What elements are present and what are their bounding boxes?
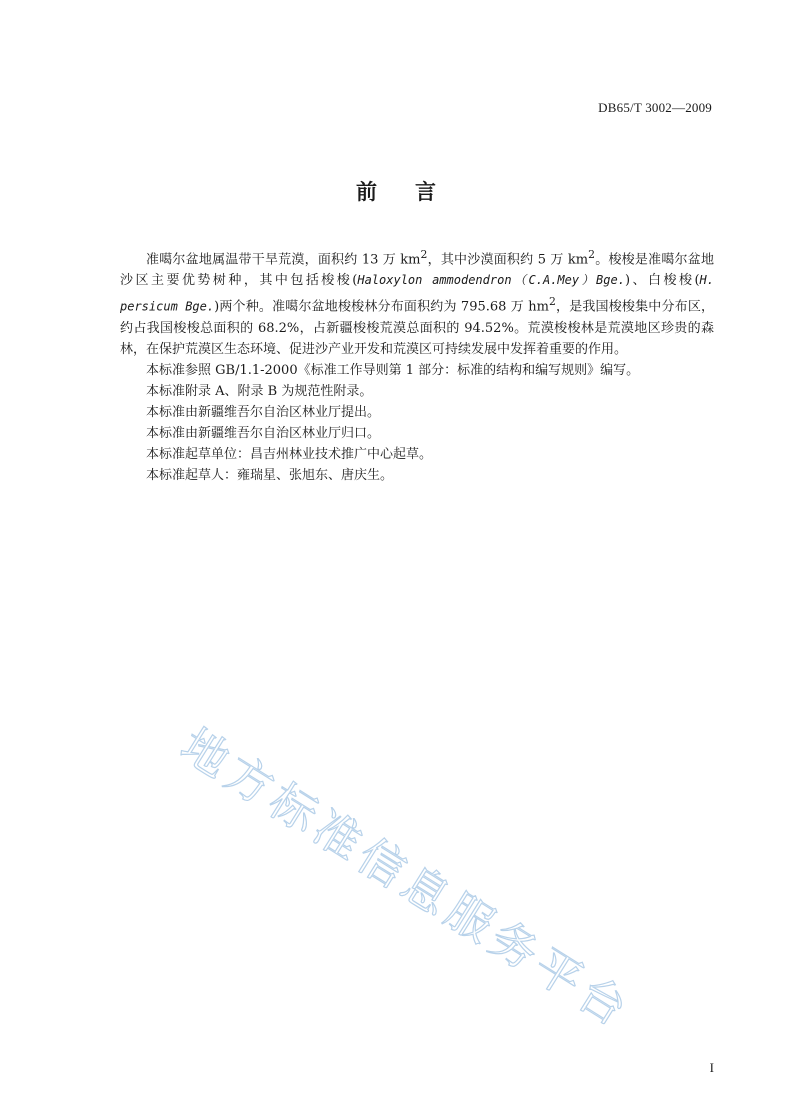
latin-name: Haloxylon ammodendron（C.A.Mey）Bge. bbox=[357, 273, 625, 288]
paragraph-proposer: 本标准由新疆维吾尔自治区林业厅提出。 bbox=[146, 404, 381, 420]
paragraph-appendix: 本标准附录 A、附录 B 为规范性附录。 bbox=[146, 383, 373, 399]
text-segment: 。梭梭是准噶尔盆地沙区主要优势树种，其中包括梭梭( bbox=[120, 252, 714, 289]
latin-name: H. persicum Bge. bbox=[120, 273, 714, 314]
watermark: 地方标准信息服务平台 bbox=[171, 717, 642, 1039]
foreword-body bbox=[120, 244, 714, 486]
paragraph-intro bbox=[120, 244, 714, 360]
superscript: 2 bbox=[588, 248, 596, 261]
standard-code: DB65/T 3002—2009 bbox=[598, 100, 712, 115]
page-number: I bbox=[709, 1060, 714, 1075]
superscript: 2 bbox=[420, 248, 428, 261]
superscript: 2 bbox=[548, 295, 556, 309]
text-segment: )两个种。准噶尔盆地梭梭林分布面积约为 795.68 万 hm bbox=[214, 299, 549, 315]
text-segment: ，是我国梭梭集中分布区，约占我国梭梭总面积的 68.2%，占新疆梭梭荒漠总面积的 94.52%。荒漠梭梭林是荒漠地区珍贵的森林，在保护荒漠区生态环境、促进沙产业开发和荒漠区可持续发展中发挥着重要的作用。 bbox=[120, 299, 715, 357]
paragraph-administrator: 本标准由新疆维吾尔自治区林业厅归口。 bbox=[146, 425, 381, 441]
text-segment: 准噶尔盆地属温带干旱荒漠，面积约 13 万 km bbox=[146, 252, 421, 268]
paragraph-reference: 本标准参照 GB/1.1-2000《标准工作导则第 1 部分：标准的结构和编写规则》编写。 bbox=[146, 362, 640, 378]
paragraph-drafters: 本标准起草人：雍瑞星、张旭东、唐庆生。 bbox=[146, 467, 394, 483]
paragraph-drafting-unit: 本标准起草单位：昌吉州林业技术推广中心起草。 bbox=[146, 446, 433, 462]
text-segment: )、白梭梭( bbox=[624, 273, 700, 289]
text-segment: ，其中沙漠面积约 5 万 km bbox=[427, 252, 589, 268]
page-title: 前言 bbox=[356, 180, 474, 204]
